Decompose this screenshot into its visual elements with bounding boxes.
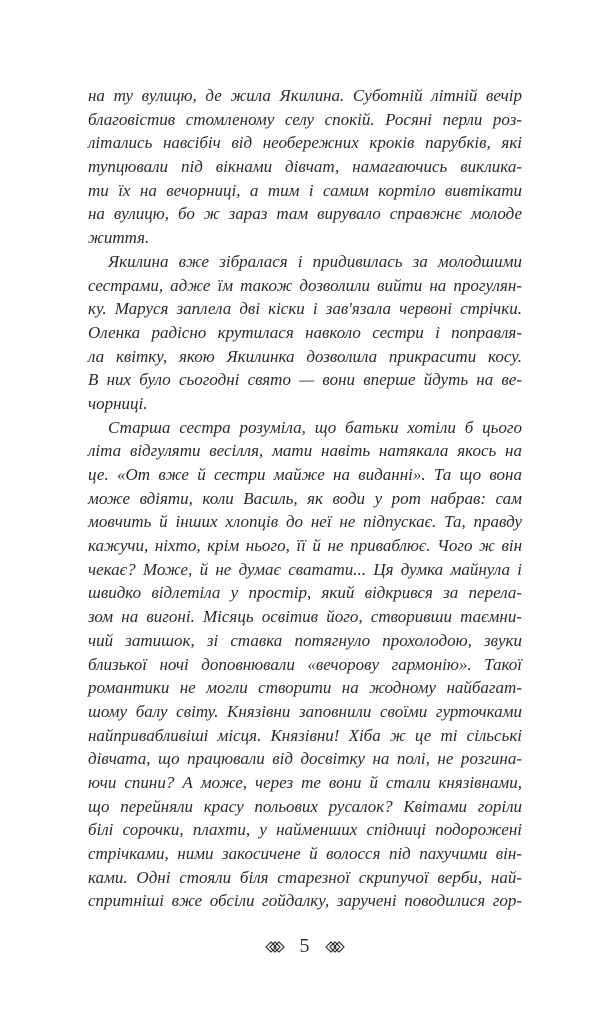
ornament-right-icon: [324, 941, 346, 953]
text-line: спритніші вже обсіли гойдалку, заручені поводилися гор-: [88, 891, 522, 911]
text-line: мовчить й інших хлопців до неї не підпускає. Та, правду: [88, 512, 522, 532]
text-line: ючи спини? А може, через те вони й стали князівнами,: [88, 772, 522, 792]
text-line: на ту вулицю, де жила Якилина. Суботній літній вечір: [88, 86, 522, 105]
text-line: чорниці.: [88, 393, 148, 413]
text-line: Оленка радісно крутилася навколо сестри і поправля-: [88, 322, 522, 342]
text-line: літа відгуляти весілля, мати навіть натякала якось на: [88, 441, 522, 461]
text-line: може вдіяти, коли Василь, як води у рот набрав: сам: [88, 488, 522, 508]
page-number: 5: [299, 935, 310, 957]
ornament-left-icon: [264, 941, 286, 953]
text-line: що перейняли красу польових русалок? Квітами горіли: [88, 796, 522, 816]
text-line: В них було сьогодні свято — вони вперше йдуть на ве-: [88, 370, 522, 390]
text-line: білі сорочки, плахти, у найменших спідниці подорожені: [88, 820, 522, 840]
text-line: ками. Одні стояли біля старезної скрипучої верби, най-: [88, 867, 522, 887]
text-line: романтики не могли створити на жодному найбагат-: [88, 678, 522, 698]
text-line: зом на вигоні. Місяць освітив його, створивши таємни-: [88, 607, 522, 627]
text-line: ла квітку, якою Якилинка дозволила прикрасити косу.: [88, 346, 522, 366]
text-line: дівчата, що працювали від досвітку на полі, не розгина-: [88, 749, 522, 769]
text-line: ти їх на вечорниці, а тим і самим кортіло вивтікати: [88, 180, 522, 200]
text-line: Якилина вже зібралася і придивилась за молодшими: [108, 251, 522, 271]
text-line: тупцювали під вікнами дівчат, намагаючись виклика-: [88, 157, 522, 177]
text-line: ку. Маруся заплела дві кіски і зав'язала червоні стрічки.: [88, 299, 522, 319]
text-line: чий затишок, зі ставка потягнуло прохолодою, звуки: [88, 630, 522, 650]
page-footer: [0, 935, 609, 958]
text-line: життя.: [88, 228, 150, 248]
text-line: стрічками, ними закосичене й волосся під пахучими він-: [88, 844, 522, 863]
text-line: найпривабливіші місця. Князівни! Хіба ж це ті сільські: [88, 725, 522, 745]
text-line: швидко відлетіла у простір, який відкрився за перела-: [88, 583, 522, 603]
text-line: чекає? Може, й не думає сватати... Ця думка майнула і: [88, 559, 522, 579]
text-line: Старша сестра розуміла, що батьки хотіли б цього: [108, 417, 522, 437]
text-line: близької ночі доповнювали «вечорову гармонію». Такої: [88, 654, 522, 674]
text-line: це. «От вже й сестри майже на виданні». Та що вона: [88, 465, 522, 484]
text-line: благовістив стомленому селу спокій. Росяні перли роз-: [88, 109, 522, 129]
text-line: на вулицю, бо ж зараз там вирувало справжнє молоде: [88, 204, 522, 224]
text-line: літались навсібіч від необережних кроків парубків, які: [88, 133, 522, 153]
text-line: сестрами, адже їм також дозволили вийти на прогулян-: [88, 275, 522, 295]
body-text: [88, 84, 522, 913]
text-line: кажучи, ніхто, крім нього, її й не приваблює. Чого ж він: [88, 536, 522, 556]
text-line: шому балу світу. Князівни заповнили своїми гурточками: [88, 701, 522, 721]
